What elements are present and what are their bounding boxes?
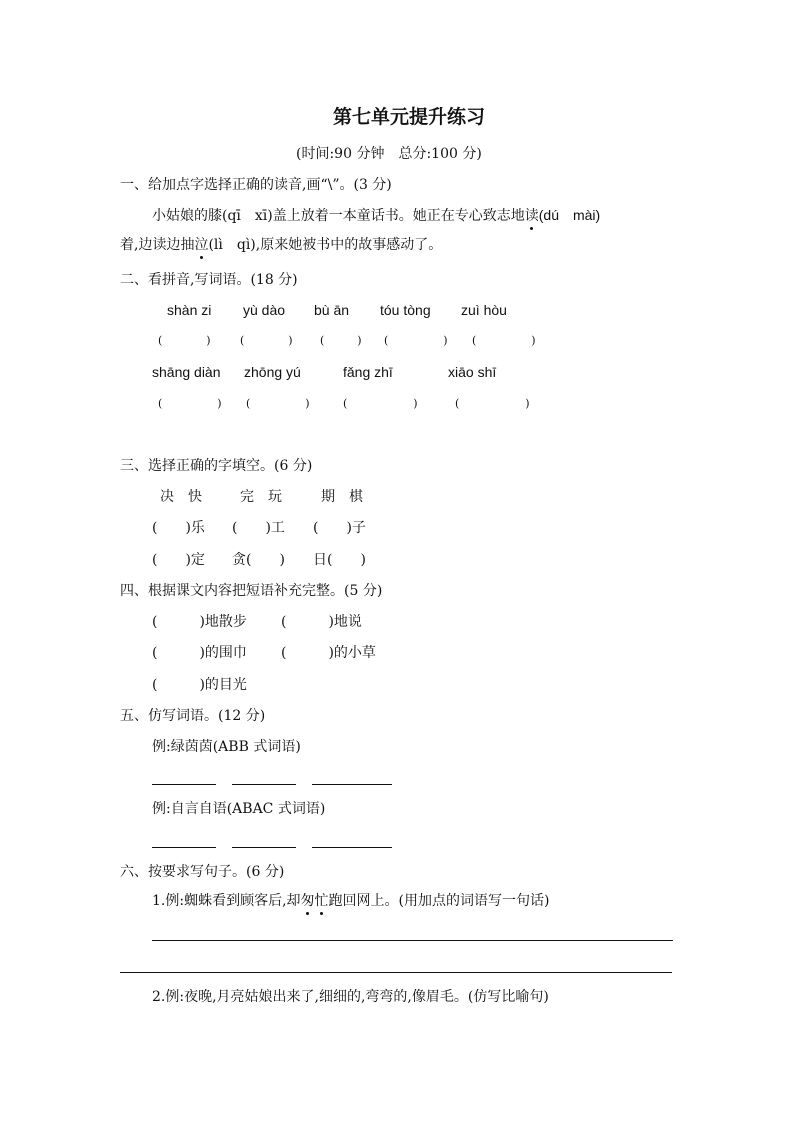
answer-blank[interactable]: ( )	[158, 334, 211, 347]
phrase-blank[interactable]: ( )的目光	[152, 677, 247, 693]
phrase-blank[interactable]: ( )的小草	[281, 645, 376, 661]
pinyin-item: xiāo shī	[448, 364, 497, 380]
fill-blank[interactable]: ( )工	[232, 520, 285, 536]
dotted-char: 读	[524, 208, 539, 224]
fill-blank[interactable]: ( )定	[152, 552, 205, 568]
q1-passage-line-1	[152, 205, 600, 226]
answer-blank[interactable]: ( )	[384, 334, 448, 347]
pinyin-item: zhōng yú	[244, 364, 301, 380]
dotted-char: 匆	[300, 893, 315, 909]
pinyin-item: tóu tòng	[380, 302, 431, 318]
pinyin-item: shàn zi	[167, 302, 212, 318]
answer-blank[interactable]: ( )	[343, 397, 418, 410]
passage-pinyin-choice[interactable]: (lì qì),原来她被书中的故事感动了。	[208, 237, 443, 253]
pinyin-item: zuì hòu	[461, 302, 507, 318]
answer-line[interactable]	[152, 847, 216, 848]
answer-blank[interactable]: ( )	[472, 334, 536, 347]
pinyin-item: yù dào	[243, 302, 286, 318]
answer-line[interactable]	[152, 784, 216, 785]
fill-blank[interactable]: 贪( )	[232, 552, 285, 568]
phrase-blank[interactable]: ( )地散步	[152, 614, 247, 630]
answer-blank[interactable]: ( )	[240, 334, 293, 347]
pinyin-item: fǎng zhī	[343, 364, 393, 380]
item-text: 1.例:蜘蛛看到顾客后,却	[152, 893, 301, 909]
q4-heading: 四、根据课文内容把短语补充完整。(5 分)	[120, 583, 383, 599]
q6-item-1	[152, 891, 549, 911]
passage-pinyin-choice[interactable]: (dú mài)	[538, 207, 601, 223]
q1-heading-text: 一、给加点字选择正确的读音,画“	[120, 177, 328, 193]
dotted-char: 泣	[194, 237, 209, 253]
pinyin-item: bù ān	[314, 302, 350, 318]
fill-blank[interactable]: ( )子	[313, 520, 366, 536]
answer-blank[interactable]: ( )	[455, 397, 530, 410]
page-subtitle: (时间:90 分钟 总分:100 分)	[296, 146, 482, 162]
answer-line[interactable]	[312, 847, 392, 848]
char-choice-group: 期 棋	[321, 489, 363, 505]
fill-blank[interactable]: 日( )	[313, 552, 366, 568]
q5-example-1: 例:绿茵茵(ABB 式词语)	[152, 739, 301, 755]
answer-line[interactable]	[312, 784, 392, 785]
q3-heading: 三、选择正确的字填空。(6 分)	[120, 458, 313, 474]
answer-mark-symbol: \	[327, 177, 333, 193]
item-text: 跑回网上。(用加点的词语写一句话)	[328, 893, 550, 909]
passage-text: 着,边读边抽	[120, 237, 195, 253]
answer-line[interactable]	[152, 940, 673, 941]
q5-example-2: 例:自言自语(ABAC 式词语)	[152, 801, 326, 817]
q6-heading: 六、按要求写句子。(6 分)	[120, 864, 285, 880]
pinyin-item: shāng diàn	[152, 364, 221, 380]
phrase-blank[interactable]: ( )地说	[281, 614, 362, 630]
q1-heading	[120, 175, 392, 195]
q2-heading: 二、看拼音,写词语。(18 分)	[120, 272, 298, 288]
answer-line[interactable]	[120, 972, 672, 973]
q1-passage-line-2	[120, 235, 442, 255]
fill-blank[interactable]: ( )乐	[152, 520, 205, 536]
answer-blank[interactable]: ( )	[158, 397, 222, 410]
char-choice-group: 完 玩	[240, 489, 282, 505]
q6-item-2: 2.例:夜晚,月亮姑娘出来了,细细的,弯弯的,像眉毛。(仿写比喻句)	[152, 989, 549, 1005]
answer-blank[interactable]: ( )	[320, 334, 362, 347]
q5-heading: 五、仿写词语。(12 分)	[120, 708, 266, 724]
char-choice-group: 决 快	[160, 489, 202, 505]
passage-text: 小姑娘的膝(qī xī)盖上放着一本童话书。她正在专心致志地	[152, 208, 525, 224]
q1-heading-end: ”。(3 分)	[332, 177, 392, 193]
answer-line[interactable]	[232, 784, 296, 785]
answer-line[interactable]	[232, 847, 296, 848]
page-title: 第七单元提升练习	[333, 106, 486, 128]
dotted-char: 忙	[314, 893, 329, 909]
answer-blank[interactable]: ( )	[246, 397, 310, 410]
phrase-blank[interactable]: ( )的围巾	[152, 645, 247, 661]
